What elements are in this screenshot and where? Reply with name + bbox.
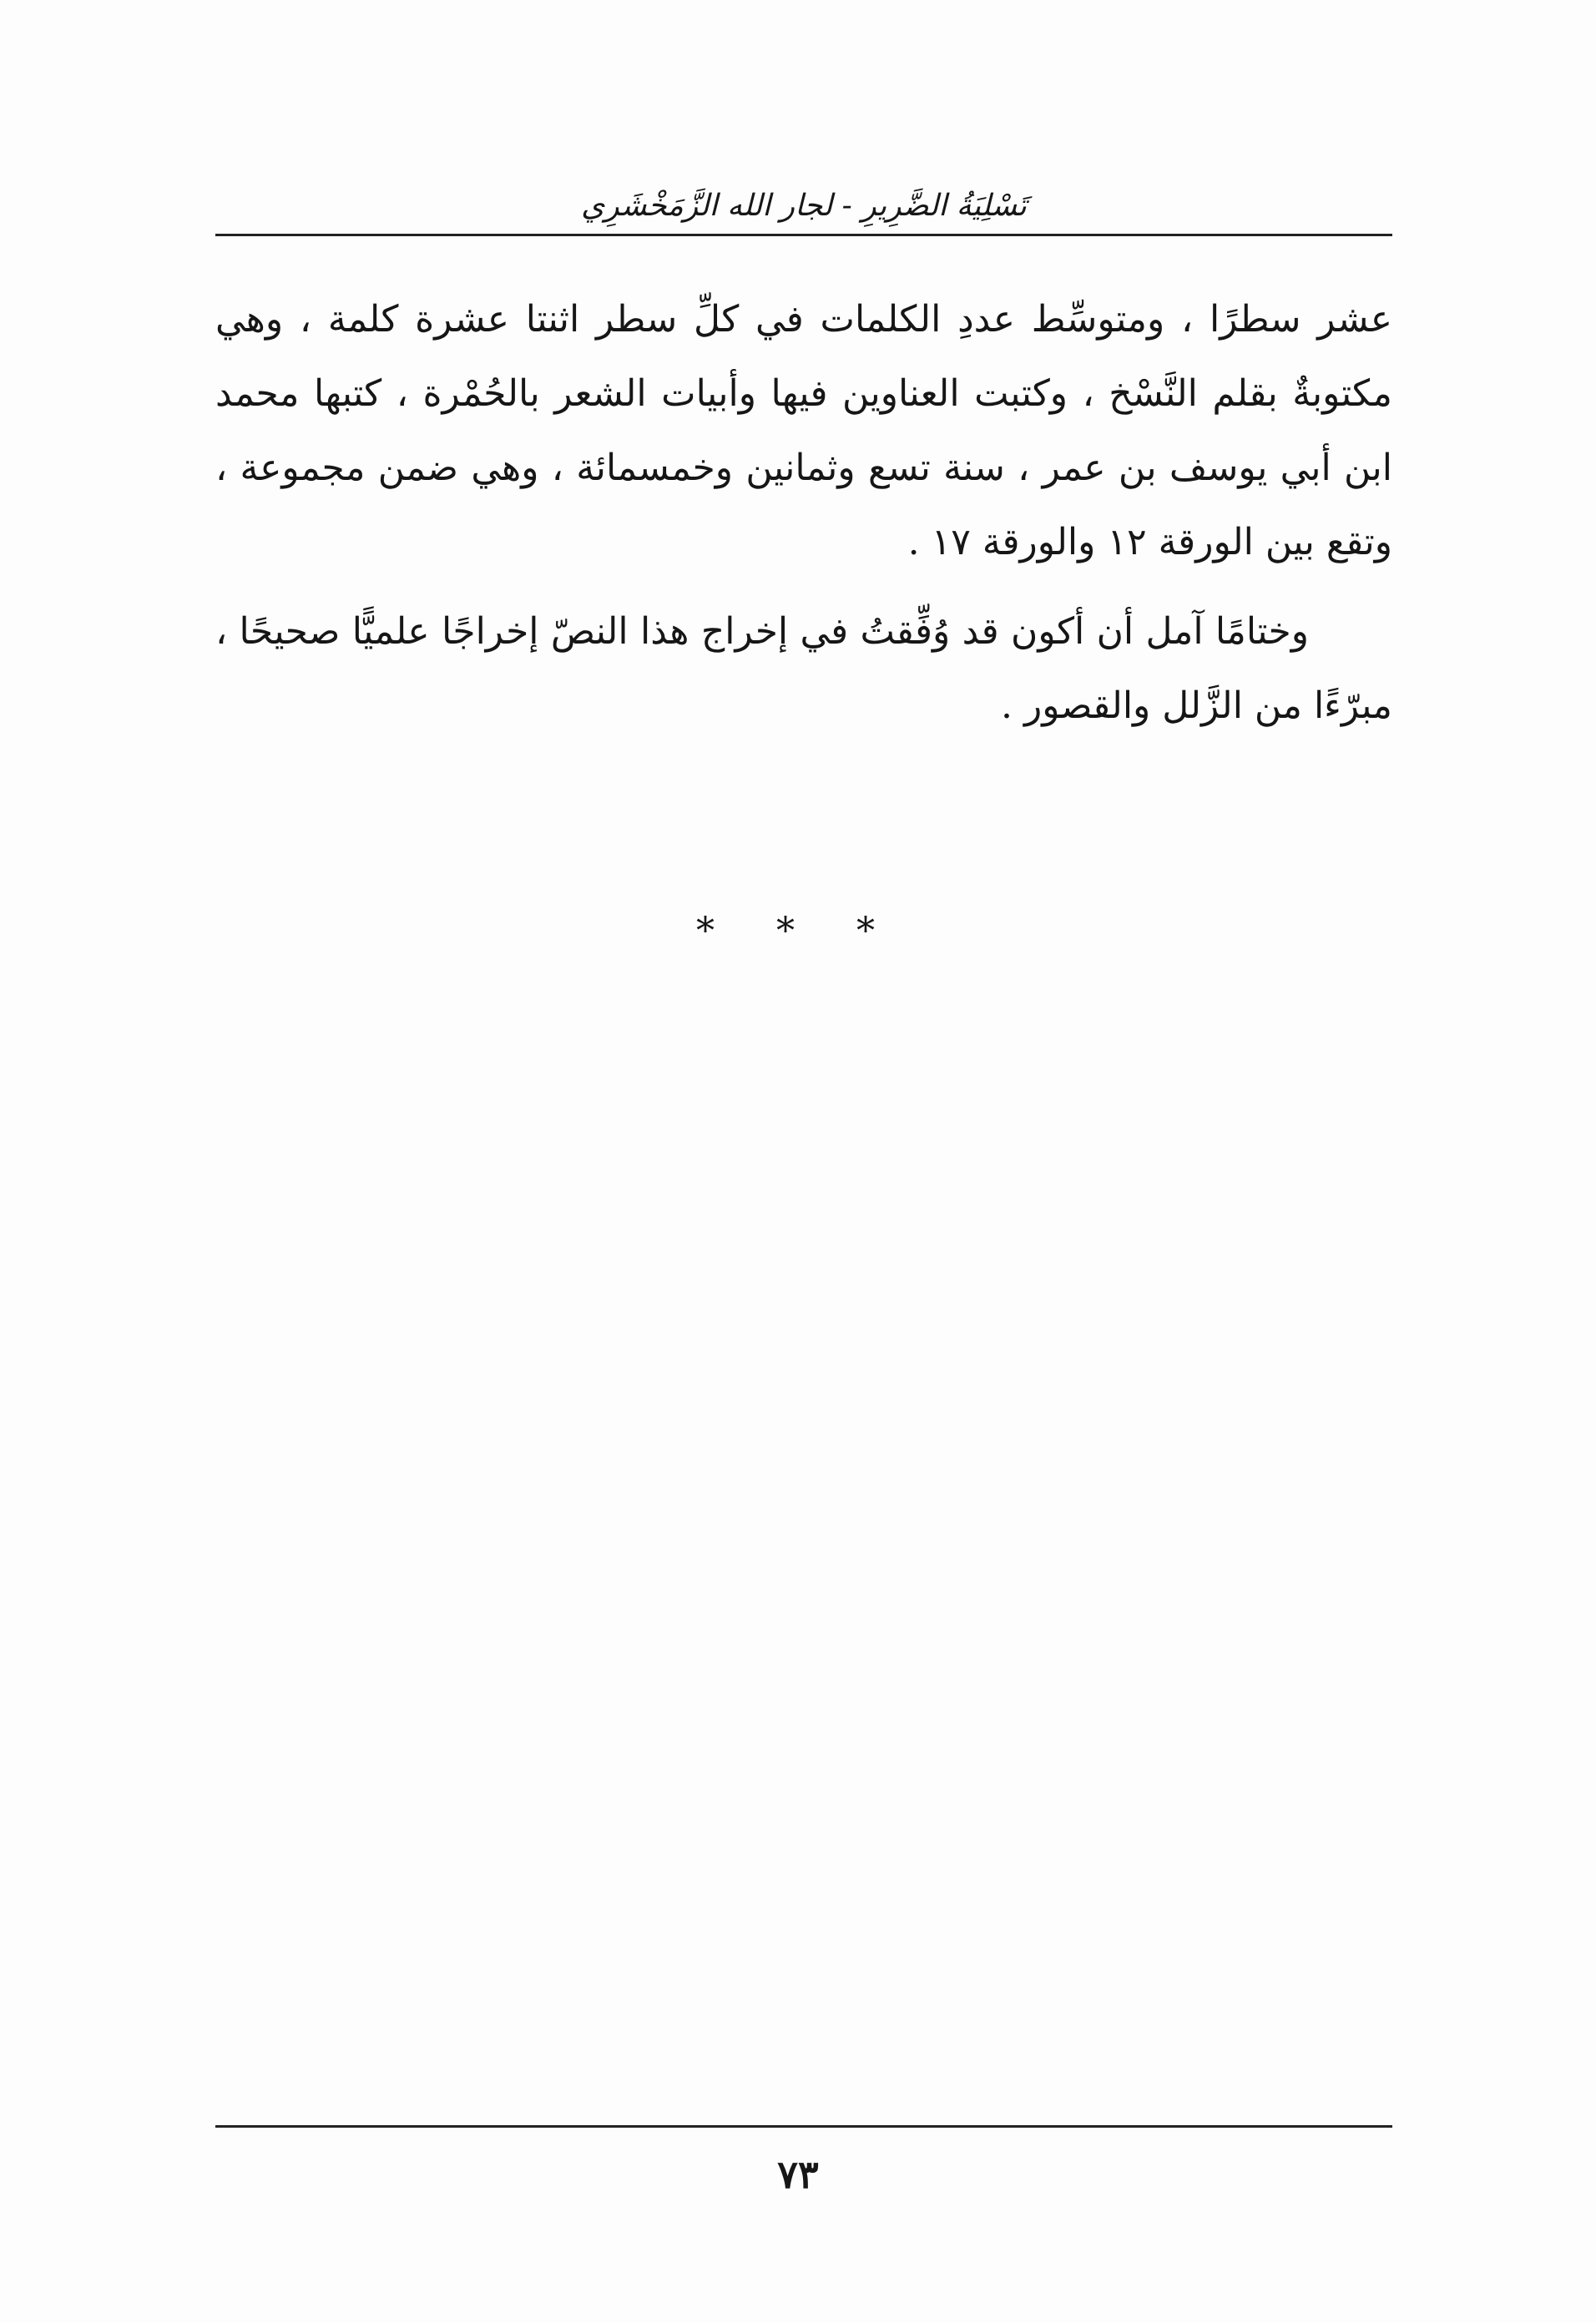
page-number: ٧٣ <box>777 2152 819 2197</box>
body-text <box>215 282 1392 743</box>
section-separator: * * * <box>696 910 900 952</box>
running-header-title: تَسْلِيَةُ الضَّرِيرِ - لجار الله الزَّمَخْشَرِي <box>581 189 1027 223</box>
paragraph-2: وختامًا آمل أن أكون قد وُفِّقتُ في إخراج هذا النصّ إخراجًا علميًّا صحيحًا ، مبرّءًا من الزَّلل والقصور . <box>215 610 1392 727</box>
header-divider <box>215 234 1392 236</box>
footer-divider <box>215 2125 1392 2128</box>
paragraph-1: عشر سطرًا ، ومتوسِّط عددِ الكلمات في كلِّ سطر اثنتا عشرة كلمة ، وهي مكتوبةٌ بقلم النَّسْخ ، وكتبت العناوين فيها وأبيات الشعر بالحُمْرة ، كتبها محمد ابن أبي يوسف بن عمر ، سنة تسع وثمانين وخمسمائة ، وهي ضمن مجموعة ، وتقع بين الورقة ١٢ والورقة ١٧ . <box>215 298 1392 563</box>
